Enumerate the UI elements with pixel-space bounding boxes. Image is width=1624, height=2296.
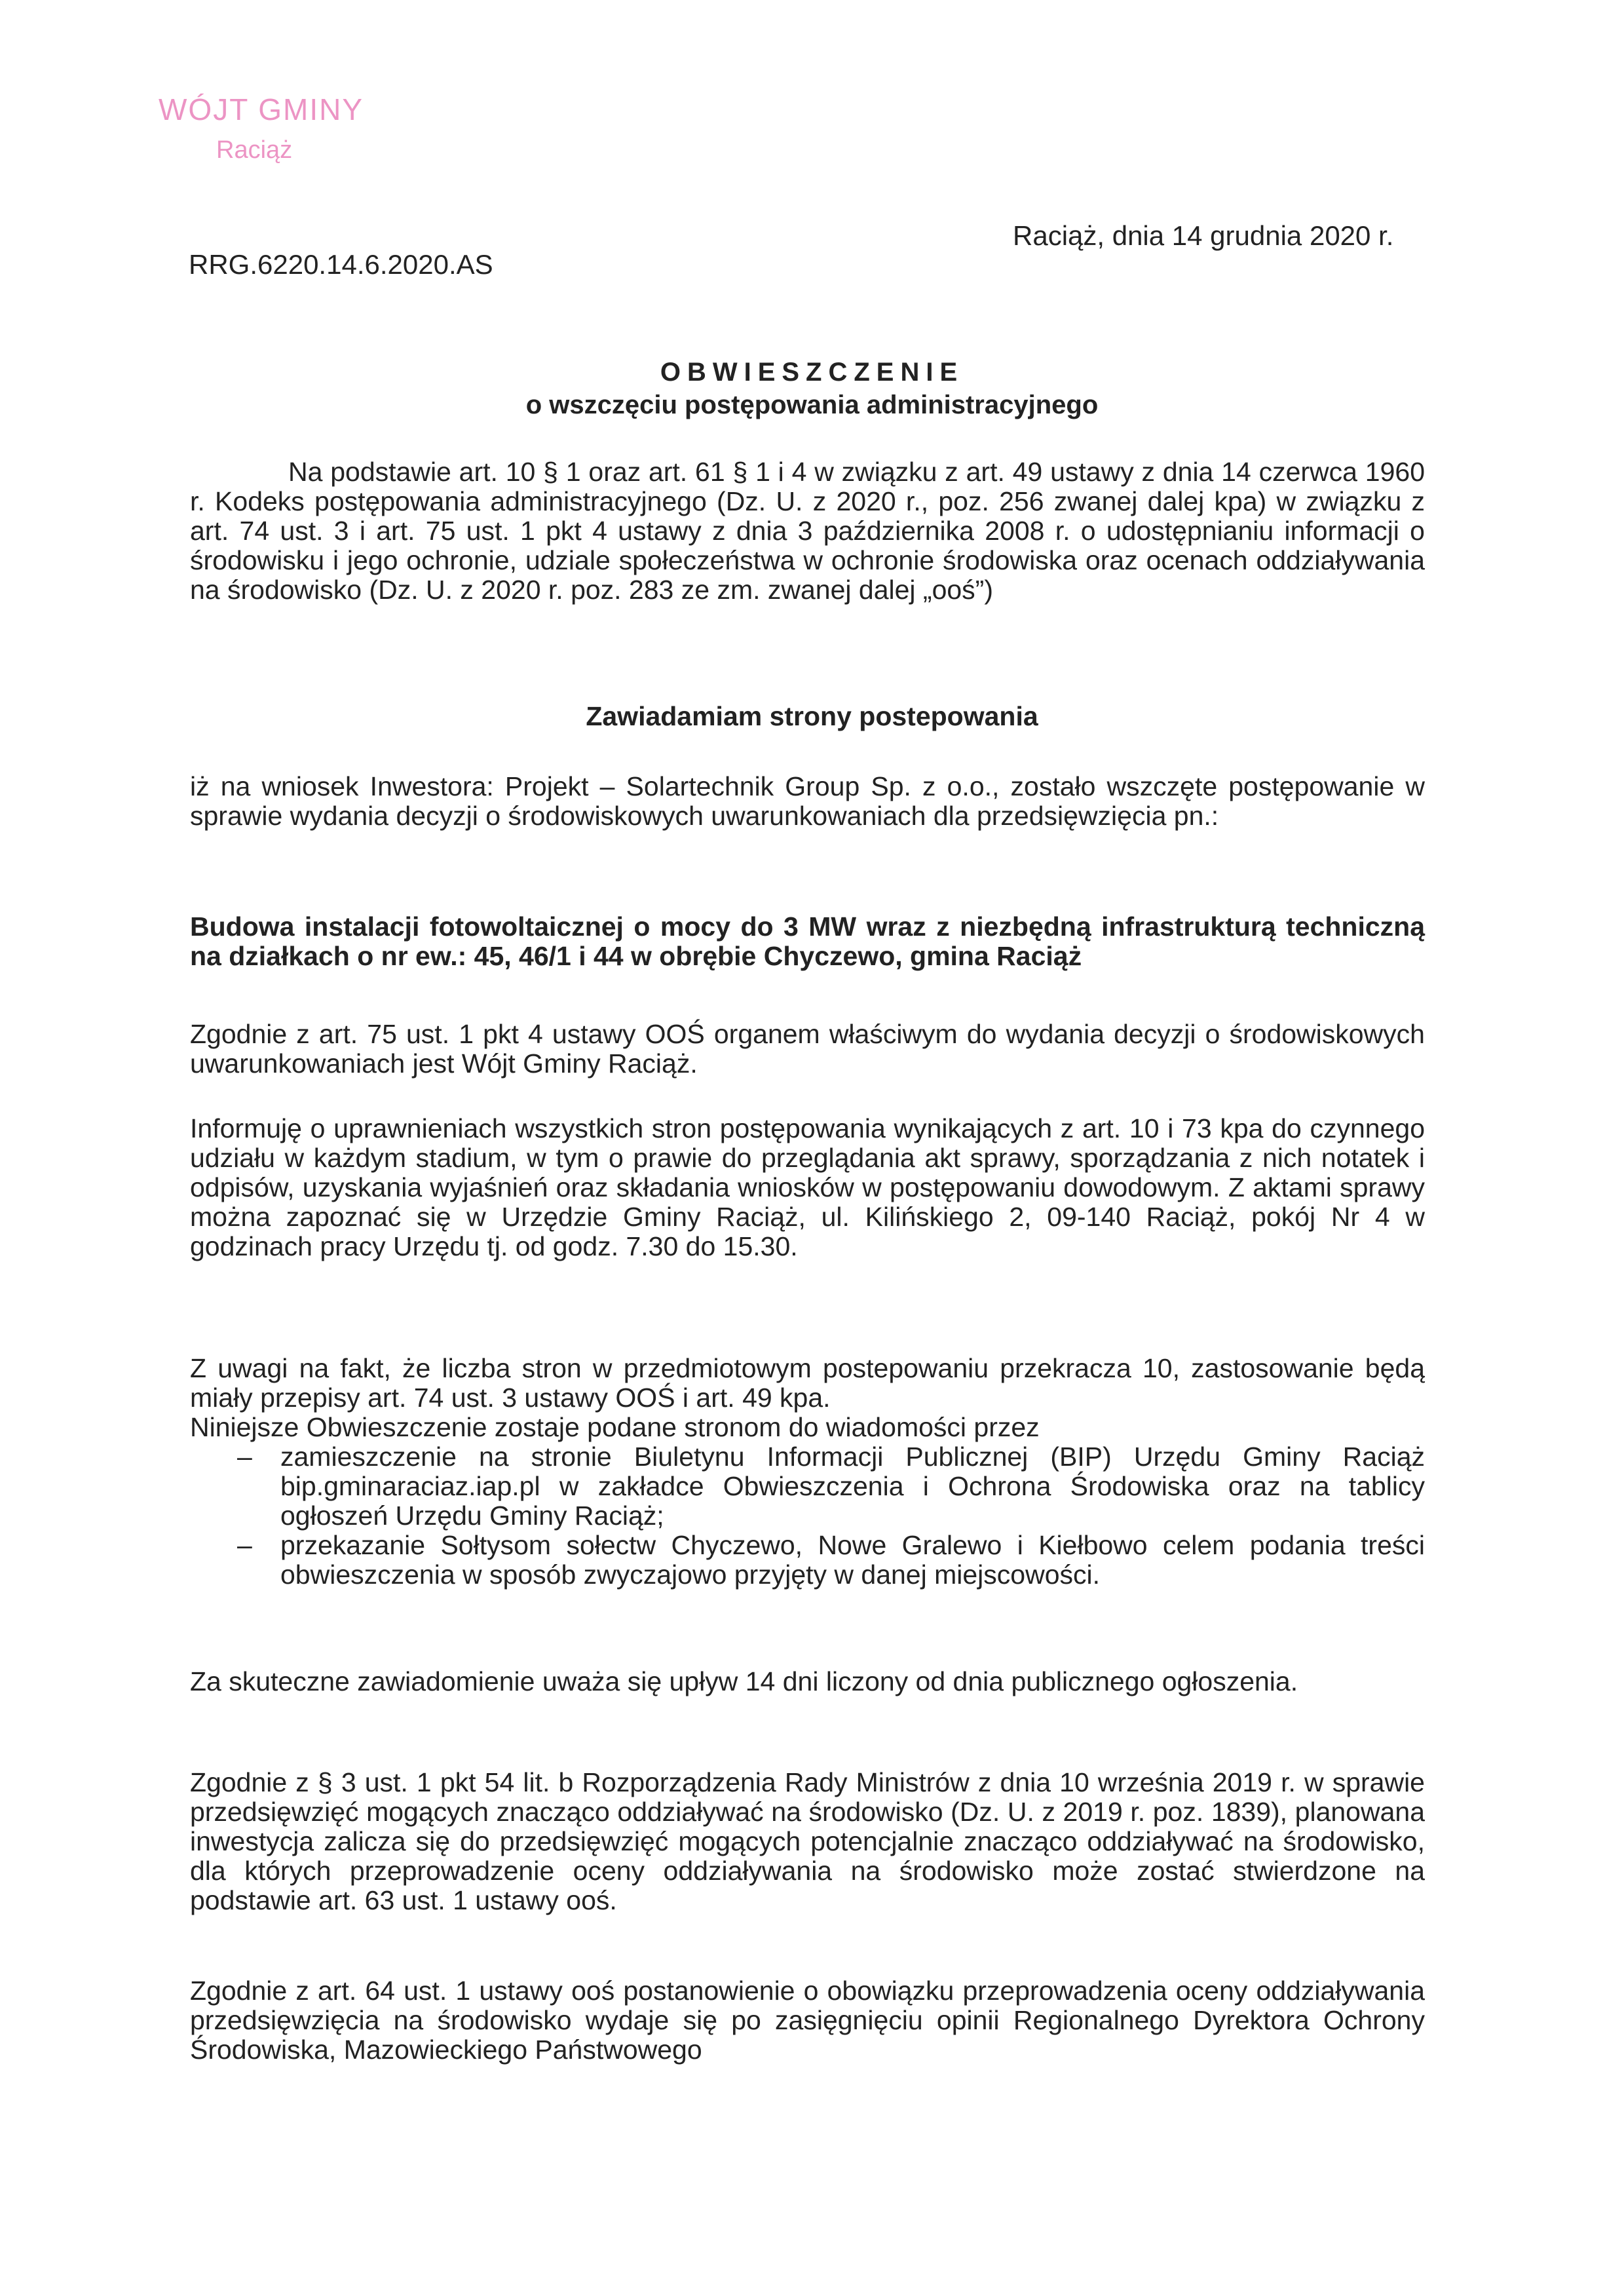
authority-paragraph: Zgodnie z art. 75 ust. 1 pkt 4 ustawy OOŚ organem właściwym do wydania decyzji o środowiskowych uwarunkowaniach jest Wójt Gminy Raciąż. xyxy=(190,1019,1425,1079)
parties-count-paragraph: Z uwagi na fakt, że liczba stron w przedmiotowym postepowaniu przekracza 10, zastosowanie będą miały przepisy art. 74 ust. 3 ustawy OOŚ i art. 49 kpa. xyxy=(190,1353,1425,1413)
stamp-municipality: Raciąż xyxy=(216,136,293,164)
publication-method-text: przekazanie Sołtysom sołectw Chyczewo, Nowe Gralewo i Kiełbowo celem podania treści obwieszczenia w sposób zwyczajowo przyjęty w danej miejscowości. xyxy=(280,1530,1425,1590)
rights-paragraph: Informuję o uprawnieniach wszystkich stron postępowania wynikających z art. 10 i 73 kpa do czynnego udziału w każdym stadium, w tym o prawie do przeglądania akt sprawy, sporządzania z nich notatek i odpisów, uzyskania wyjaśnień oraz składania wniosków w postępowaniu dowodowym. Z aktami sprawy można zapoznać się w Urzędzie Gminy Raciąż, ul. Kilińskiego 2, 09-140 Raciąż, pokój Nr 4 w godzinach pracy Urzędu tj. od godz. 7.30 do 15.30. xyxy=(190,1113,1425,1261)
notice-heading: Zawiadamiam strony postepowania xyxy=(586,701,1038,731)
list-dash: – xyxy=(237,1442,252,1472)
publication-method-item xyxy=(190,1442,1425,1531)
classification-paragraph: Zgodnie z § 3 ust. 1 pkt 54 lit. b Rozporządzenia Rady Ministrów z dnia 10 września 2019 r. w sprawie przedsięwzięć mogących znacząco oddziaływać na środowisko (Dz. U. z 2019 r. poz. 1839), planowana inwestycja zalicza się do przedsięwzięć mogących potencjalnie znacząco oddziaływać na środowisko, dla których przeprowadzenie oceny oddziaływania na środowisko może zostać stwierdzone na podstawie art. 63 ust. 1 ustawy ooś. xyxy=(190,1767,1425,1915)
legal-basis-paragraph: Na podstawie art. 10 § 1 oraz art. 61 § 1 i 4 w związku z art. 49 ustawy z dnia 14 czerwca 1960 r. Kodeks postępowania administracyjnego (Dz. U. z 2020 r., poz. 256 zwanej dalej kpa) w związku z art. 74 ust. 3 i art. 75 ust. 1 pkt 4 ustawy z dnia 3 października 2008 r. o udostępnianiu informacji o środowisku i jego ochronie, udziale społeczeństwa w ochronie środowiska oraz ocenach oddziaływania na środowisko (Dz. U. z 2020 r. poz. 283 ze zm. zwanej dalej „ooś”) xyxy=(190,457,1425,605)
project-name: Budowa instalacji fotowoltaicznej o mocy do 3 MW wraz z niezbędną infrastrukturą techniczną na działkach o nr ew.: 45, 46/1 i 44 w obrębie Chyczewo, gmina Raciąż xyxy=(190,911,1425,971)
list-dash: – xyxy=(237,1530,252,1560)
reference-number: RRG.6220.14.6.2020.AS xyxy=(189,249,493,280)
publication-method-text: zamieszczenie na stronie Biuletynu Informacji Publicznej (BIP) Urzędu Gminy Raciąż bip.gminaraciaz.iap.pl w zakładce Obwieszczenia i Ochrona Środowiska oraz na tablicy ogłoszeń Urzędu Gminy Raciąż; xyxy=(280,1442,1425,1531)
place-and-date: Raciąż, dnia 14 grudnia 2020 r. xyxy=(1013,220,1394,251)
stamp-office-title: WÓJT GMINY xyxy=(159,92,364,126)
publication-method-item xyxy=(190,1531,1425,1590)
effective-notice-paragraph: Za skuteczne zawiadomienie uważa się upływ 14 dni liczony od dnia publicznego ogłoszenia. xyxy=(190,1666,1298,1696)
opinion-paragraph: Zgodnie z art. 64 ust. 1 ustawy ooś postanowienie o obowiązku przeprowadzenia oceny oddziaływania przedsięwzięcia na środowisko wydaje się po zasięgnięciu opinii Regionalnego Dyrektora Ochrony Środowiska, Mazowieckiego Państwowego xyxy=(190,1976,1425,2065)
initiation-paragraph: iż na wniosek Inwestora: Projekt – Solartechnik Group Sp. z o.o., zostało wszczęte postępowanie w sprawie wydania decyzji o środowiskowych uwarunkowaniach dla przedsięwzięcia pn.: xyxy=(190,771,1425,831)
document-subtitle: o wszczęciu postępowania administracyjnego xyxy=(525,391,1099,419)
publication-intro: Niniejsze Obwieszczenie zostaje podane stronom do wiadomości przez xyxy=(190,1412,1040,1442)
publication-methods-list xyxy=(190,1442,1425,1590)
document-title: OBWIESZCZENIE xyxy=(660,358,964,387)
